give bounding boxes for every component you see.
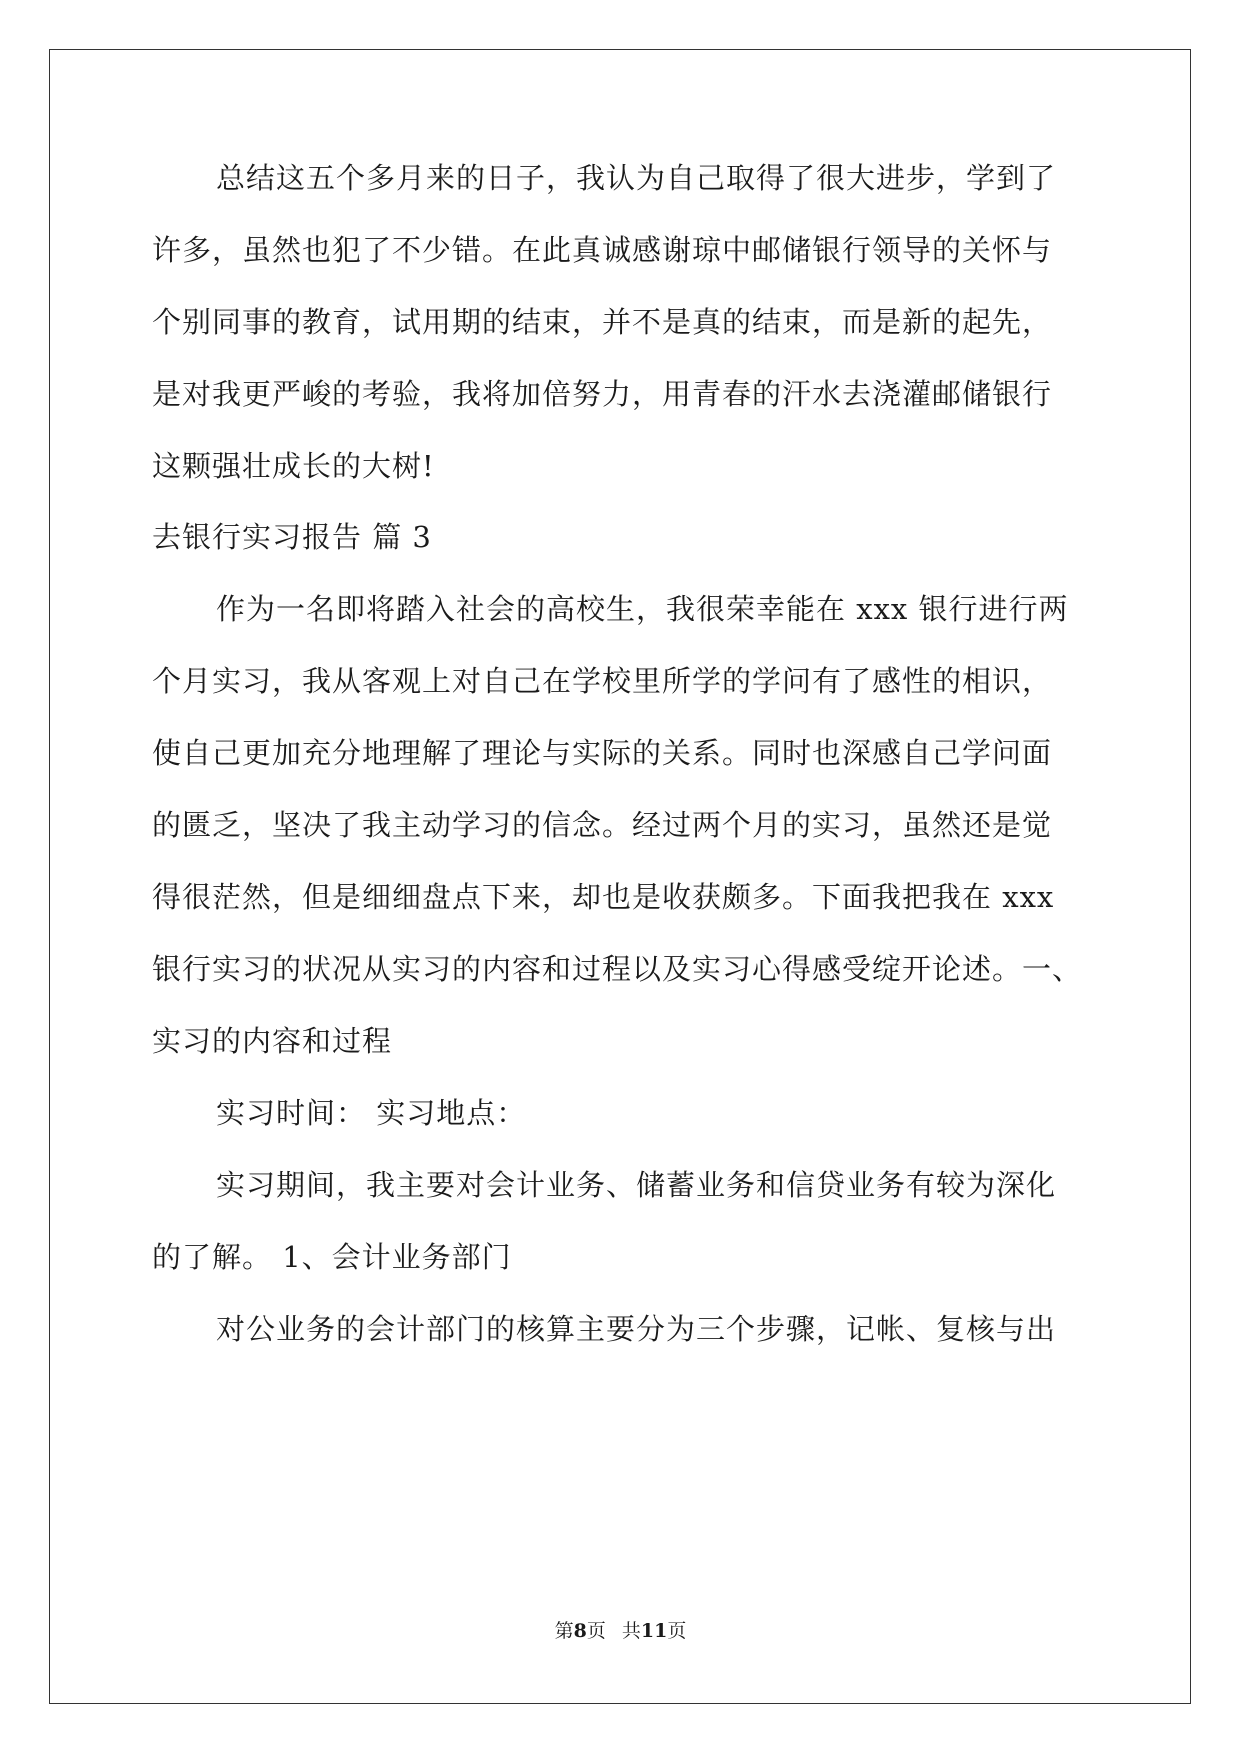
paragraph-line: 个月实习，我从客观上对自己在学校里所学的学问有了感性的相识， <box>152 664 1053 698</box>
paragraph-line: 得很茫然，但是细细盘点下来，却也是收获颇多。下面我把我在 xxx <box>152 880 1055 914</box>
section-heading: 去银行实习报告 篇 3 <box>152 520 432 554</box>
paragraph-line: 的匮乏，坚决了我主动学习的信念。经过两个月的实习，虽然还是觉 <box>152 808 1053 842</box>
paragraph-line: 是对我更严峻的考验，我将加倍努力，用青春的汗水去浇灌邮储银行 <box>152 377 1053 411</box>
paragraph-line: 实习期间，我主要对会计业务、储蓄业务和信贷业务有较为深化 <box>216 1168 1057 1202</box>
current-page-number: 8 <box>573 1620 587 1642</box>
paragraph-line: 作为一名即将踏入社会的高校生，我很荣幸能在 xxx 银行进行两 <box>216 592 1069 626</box>
paragraph-line: 对公业务的会计部门的核算主要分为三个步骤，记帐、复核与出 <box>216 1312 1057 1346</box>
total-page-count: 11 <box>640 1620 668 1642</box>
total-prefix: 共 <box>621 1620 641 1642</box>
page-footer <box>0 1619 1241 1643</box>
paragraph-line: 实习的内容和过程 <box>152 1024 393 1058</box>
page-suffix: 页 <box>586 1620 606 1642</box>
paragraph-line: 个别同事的教育，试用期的结束，并不是真的结束，而是新的起先， <box>152 305 1053 339</box>
page-prefix: 第 <box>554 1620 574 1642</box>
page-border <box>49 49 1191 1704</box>
total-suffix: 页 <box>667 1620 687 1642</box>
paragraph-line: 这颗强壮成长的大树! <box>152 449 435 483</box>
paragraph-line: 使自己更加充分地理解了理论与实际的关系。同时也深感自己学问面 <box>152 736 1053 770</box>
paragraph-line: 的了解。 1、会计业务部门 <box>152 1240 512 1274</box>
paragraph-line: 银行实习的状况从实习的内容和过程以及实习心得感受绽开论述。一、 <box>152 952 1083 986</box>
paragraph-line: 总结这五个多月来的日子，我认为自己取得了很大进步，学到了 <box>216 161 1057 195</box>
paragraph-line: 实习时间： 实习地点： <box>216 1096 527 1130</box>
paragraph-line: 许多，虽然也犯了不少错。在此真诚感谢琼中邮储银行领导的关怀与 <box>152 233 1053 267</box>
